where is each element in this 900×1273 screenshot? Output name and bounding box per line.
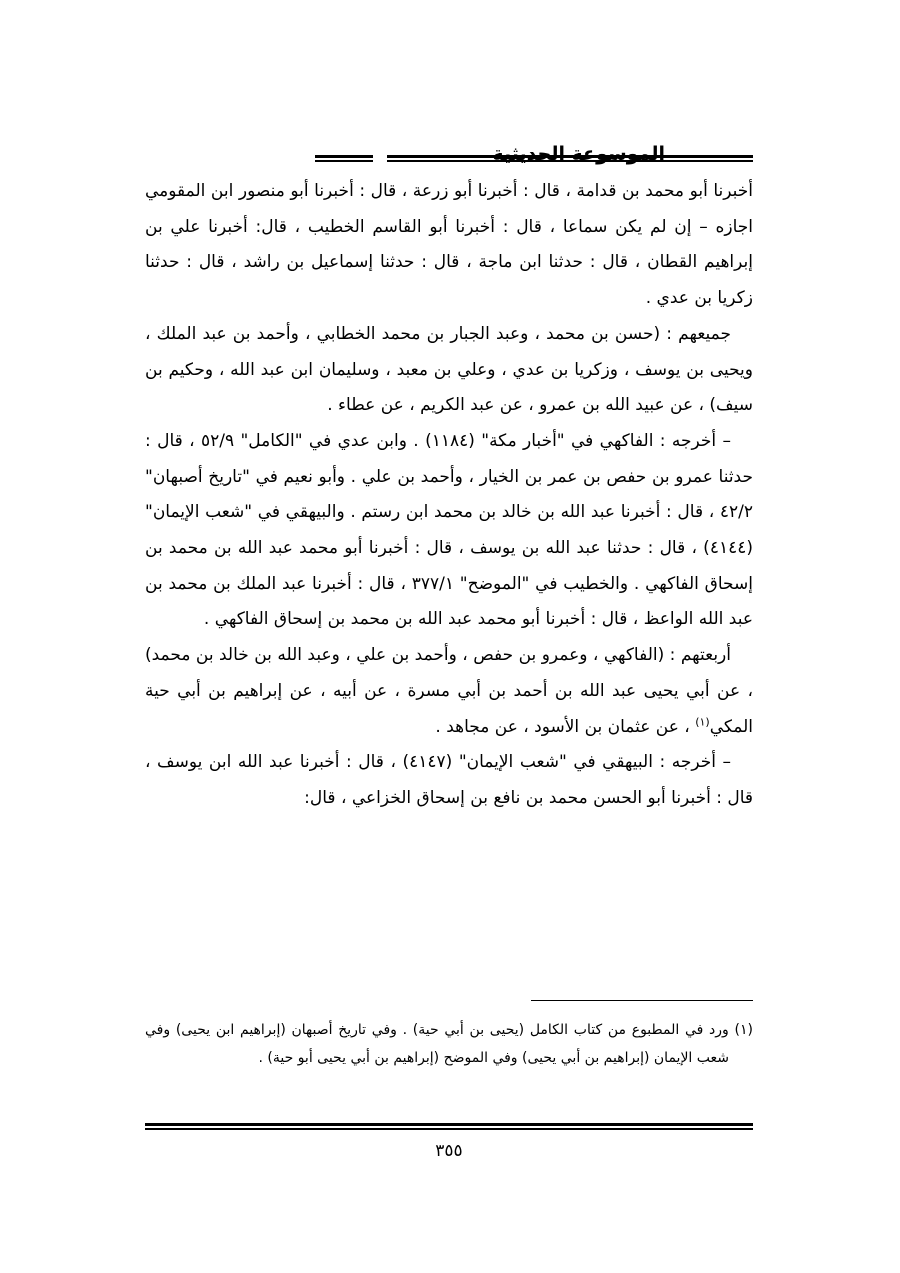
paragraph-isnad-1: أخبرنا أبو محمد بن قدامة ، قال : أخبرنا أبو زرعة ، قال : أخبرنا أبو منصور ابن المقومي اجازه – إن لم يكن سماعا ، قال : أخبرنا أبو القاسم الخطيب ، قال: أخبرنا علي بن إبراهيم القطان ، قال : حدثنا ابن ماجة ، قال : حدثنا إسماعيل بن راشد ، قال : حدثنا زكريا بن عدي . [145,181,753,309]
header-rule-short [315,155,373,162]
paragraph-narrators-1: جميعهم : (حسن بن محمد ، وعبد الجبار بن محمد الخطابي ، وأحمد بن عبد الملك ، ويحيى بن يوسف ، وزكريا بن عدي ، وعلي بن معبد ، وسليمان ابن عبد الله ، وحكيم بن سيف) ، عن عبيد الله بن عمرو ، عن عبد الكريم ، عن عطاء . [145,323,753,416]
paragraph-narrators-2-text-end: ، عن عثمان بن الأسود ، عن مجاهد . [435,716,696,737]
page-header [145,138,753,174]
paragraph-takhrij-1: – أخرجه : الفاكهي في "أخبار مكة" (١١٨٤) . وابن عدي في "الكامل" ٥٢/٩ ، قال : حدثنا عمرو بن حفص بن عمر بن الخيار ، وأحمد بن علي . وأبو نعيم في "تاريخ أصبهان" ٤٢/٢ ، قال : أخبرنا عبد الله بن خالد بن محمد ابن رستم . والبيهقي في "شعب الإيمان" (٤١٤٤) ، قال : حدثنا عبد الله بن يوسف ، قال : أخبرنا أبو محمد عبد الله بن محمد بن إسحاق الفاكهي . والخطيب في "الموضح" ٣٧٧/١ ، قال : أخبرنا عبد الملك بن محمد بن عبد الله الواعظ ، قال : أخبرنا أبو محمد عبد الله بن محمد بن إسحاق الفاكهي . [145,430,753,630]
running-title: الموسوعة الحديثية [492,143,665,165]
footnote-reference[interactable]: (١) [695,714,710,728]
paragraph-narrators-2 [145,638,753,745]
paragraph-takhrij-2: – أخرجه : البيهقي في "شعب الإيمان" (٤١٤٧) ، قال : أخبرنا عبد الله ابن يوسف ، قال : أخبرنا أبو الحسن محمد بن نافع بن إسحاق الخزاعي ، قال: [145,752,753,808]
paragraph-narrators-2-text: أربعتهم : (الفاكهي ، وعمرو بن حفص ، وأحمد بن علي ، وعبد الله بن خالد بن محمد) ، عن أبي يحيى عبد الله بن أحمد بن أبي مسرة ، عن أبيه ، عن إبراهيم بن أبي حية المكي [145,645,753,737]
book-page [145,138,753,1178]
footnote-1: (١) ورد في المطبوع من كتاب الكامل (يحيى بن أبي حية) . وفي تاريخ أصبهان (إبراهيم ابن يحيى) وفي شعب الإيمان (إبراهيم بن أبي يحيى) وفي الموضح (إبراهيم بن أبي يحيى أبو حية) . [145,1022,753,1066]
page-number: ٣٥٥ [435,1141,463,1161]
main-text [145,174,753,817]
footer-rule [145,1123,753,1130]
footnote-separator [531,1000,753,1001]
footnote-section [145,1016,753,1072]
